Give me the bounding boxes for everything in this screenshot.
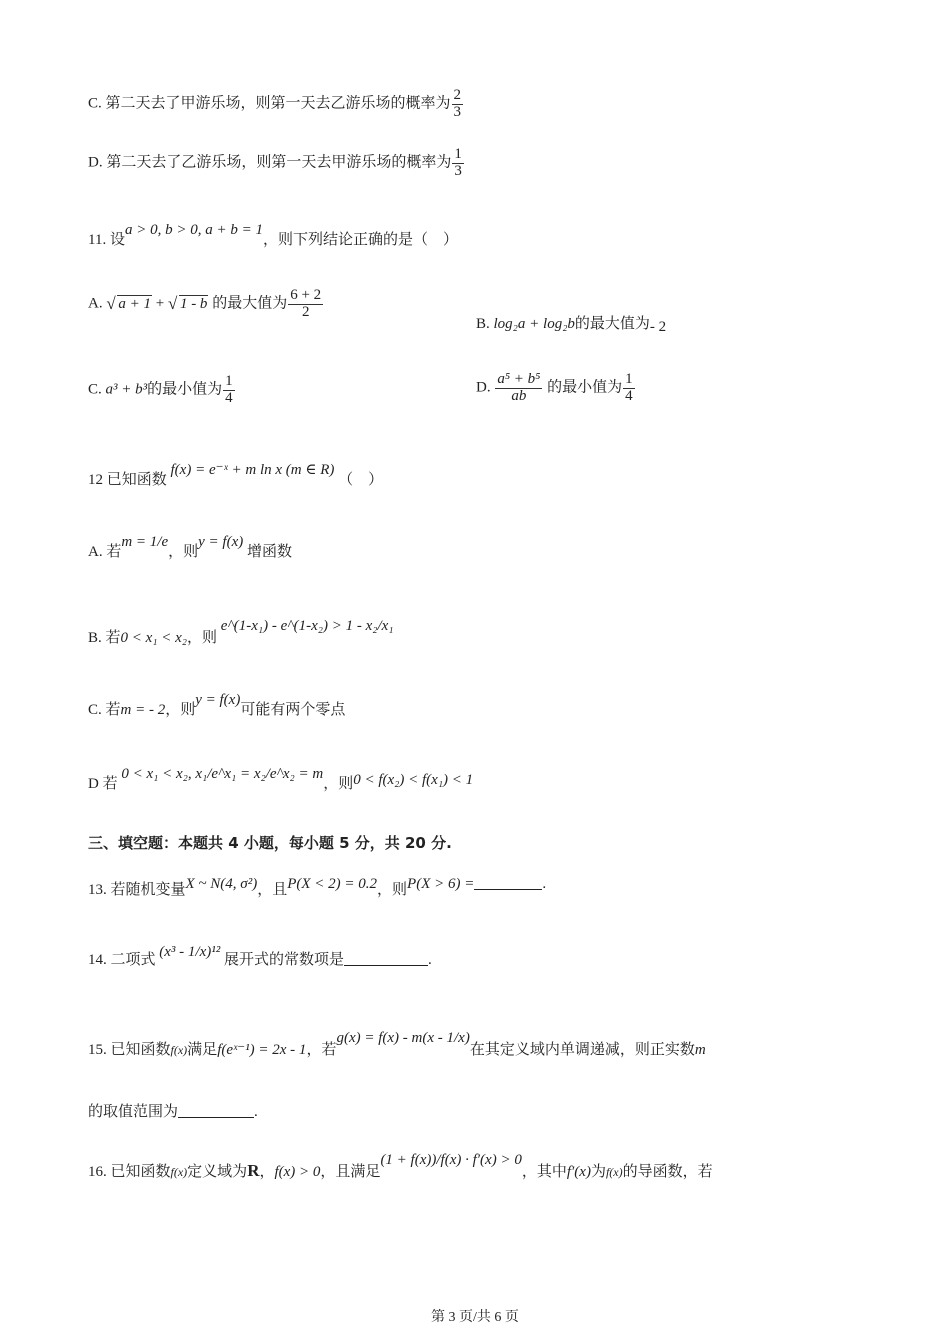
q12-a-text: 增函数 (243, 544, 293, 560)
q16-mid: 定义域为 (187, 1164, 248, 1180)
q12-a-mid: ，则 (168, 544, 199, 560)
q15-line2-text: 的取值范围为 (88, 1104, 179, 1120)
q14-prefix: 14. 二项式 (88, 952, 156, 968)
q13-mid2: ，则 (377, 882, 408, 898)
q15-end: . (254, 1104, 258, 1120)
q12-a-cond: m = 1/e (121, 534, 169, 550)
q12-prefix: 12 已知函数 (88, 472, 167, 488)
q11-suffix: ，则下列结论正确的是（ ） (262, 232, 458, 248)
q11-option-c (88, 374, 236, 407)
q13-prefix: 13. 若随机变量 (88, 882, 186, 898)
q11-c-fraction: $\frac{1}{4}$ (225, 373, 233, 406)
q11-prefix: 11. 设 (88, 232, 125, 248)
q12-b-cond: 0 < x₁ < x₂ (120, 630, 188, 646)
sqrt-a-plus-1: √ a + 1 (106, 295, 152, 313)
q13-ask: P(X > 6) = (407, 876, 475, 892)
q11-d-value-fraction: $\frac{1}{4}$ (625, 371, 633, 404)
q11-b-label: B. (476, 316, 490, 332)
q13-answer-blank[interactable] (474, 875, 542, 890)
q11-c-expr: a³ + b³ (105, 381, 148, 398)
q14-expr: (x³ - 1/x)¹² (159, 944, 221, 960)
q15-answer-blank[interactable] (178, 1103, 254, 1118)
q16-mid3: ，且满足 (320, 1164, 381, 1180)
q11-option-b (476, 312, 666, 333)
q12-b-expr: e^(1-x₁) - e^(1-x₂) > 1 - x₂/x₁ (220, 618, 394, 634)
q16-prefix: 16. 已知函数 (88, 1164, 171, 1180)
q11-d-text: 的最小值为 (543, 379, 623, 396)
q11-d-fraction: $\frac{\text{a⁵ + b⁵}}{ab}$ (497, 371, 541, 404)
q12-d-cond: 0 < x₁ < x₂, x₁/e^x₁ = x₂/e^x₂ = m (121, 766, 324, 782)
q11-c-text: 的最小值为 (147, 381, 223, 398)
q12-b-label: B. 若 (88, 630, 121, 646)
q12-a-expr: y = f(x) (198, 534, 244, 550)
option-10c (88, 88, 464, 121)
q15-given: f(eˣ⁻¹) = 2x - 1 (217, 1042, 307, 1058)
q12-c-cond: m = - 2 (120, 702, 166, 718)
q16-deriv: f′(x) (566, 1164, 591, 1180)
question-13 (88, 872, 547, 898)
q13-end: . (542, 876, 547, 892)
q13-given: P(X < 2) = 0.2 (287, 876, 378, 892)
q16-ineq: (1 + f(x))/f(x) · f′(x) > 0 (380, 1152, 522, 1168)
q12-d-label: D 若 (88, 776, 118, 792)
q15-var-m: m (694, 1042, 706, 1058)
q11-option-a: A. √ a + 1 + √ 1 - b 的最大值为 $\frac{6 + 2}{2}$ (88, 288, 324, 321)
q16-mid5: 为 (590, 1164, 606, 1180)
q11-c-label: C. (88, 381, 102, 398)
q15-mid: 满足 (187, 1042, 218, 1058)
q12-option-c (88, 688, 346, 718)
question-12 (88, 458, 384, 488)
sqrt-1-minus-b: √ 1 - b (168, 295, 209, 313)
q16-domain: R (247, 1161, 260, 1180)
section-3-title: 三、填空题：本题共 4 小题，每小题 5 分，共 20 分. (88, 834, 452, 852)
question-16 (88, 1140, 713, 1180)
option-10d (88, 147, 465, 180)
q11-condition: a > 0, b > 0, a + b = 1 (124, 222, 263, 238)
option-10d-label: D. 第二天去了乙游乐场，则第一天去甲游乐场的概率为 (88, 154, 452, 171)
q15-fx: f(x) (170, 1043, 188, 1057)
q16-fx: f(x) (170, 1165, 188, 1179)
q12-function: f(x) = e⁻ˣ + m ln x (m ∈ R) (170, 462, 335, 478)
q13-distribution: X ~ N(4, σ²) (185, 876, 258, 892)
q12-suffix: （ ） (338, 472, 384, 488)
q16-fx2: f(x) (605, 1165, 623, 1179)
q12-d-expr: 0 < f(x₂) < f(x₁) < 1 (353, 772, 474, 788)
q14-end: . (428, 952, 432, 968)
q15-prefix: 15. 已知函数 (88, 1042, 171, 1058)
q11-b-value: - 2 (649, 319, 667, 335)
q15-g: g(x) = f(x) - m(x - 1/x) (336, 1030, 470, 1046)
q15-suffix: 在其定义域内单调递减，则正实数 (469, 1042, 695, 1058)
q11-a-label: A. (88, 295, 103, 312)
q16-pos: f(x) > 0 (274, 1164, 321, 1180)
option-10c-fraction: $\frac{2}{3}$ (453, 87, 462, 120)
q12-c-mid: ，则 (165, 702, 196, 718)
q11-b-text: 的最大值为 (574, 316, 650, 332)
q12-a-label: A. 若 (88, 544, 122, 560)
question-14 (88, 940, 432, 968)
q14-answer-blank[interactable] (344, 951, 428, 966)
q11-b-expr: log₂a + log₂b (493, 316, 575, 332)
q16-mid4: ，其中 (521, 1164, 567, 1180)
q13-mid: ，且 (257, 882, 288, 898)
q12-c-text: 可能有两个零点 (240, 702, 346, 718)
q12-b-mid: ，则 (187, 630, 218, 646)
q16-suffix: 的导函数，若 (622, 1164, 713, 1180)
q15-line-2 (88, 1100, 258, 1121)
q11-d-label: D. (476, 379, 491, 396)
q12-option-d (88, 762, 474, 792)
q16-mid2: ， (259, 1164, 275, 1180)
page-footer: 第 3 页/共 6 页 (431, 1310, 519, 1325)
question-15 (88, 1026, 706, 1058)
q12-option-a (88, 530, 293, 560)
q14-suffix: 展开式的常数项是 (220, 952, 344, 968)
q12-c-expr: y = f(x) (195, 692, 241, 708)
q12-c-label: C. 若 (88, 702, 121, 718)
option-10d-fraction: $\frac{1}{3}$ (454, 146, 462, 179)
q11-a-fraction: $\frac{6 + 2}{2}$ (290, 287, 322, 320)
option-10c-label: C. 第二天去了甲游乐场，则第一天去乙游乐场的概率为 (88, 95, 451, 112)
question-11 (88, 222, 458, 249)
q11-a-text: 的最大值为 (208, 295, 288, 312)
q15-mid2: ，若 (306, 1042, 337, 1058)
q11-option-d (476, 372, 636, 405)
q12-d-mid: ，则 (323, 776, 354, 792)
q12-option-b (88, 614, 394, 646)
